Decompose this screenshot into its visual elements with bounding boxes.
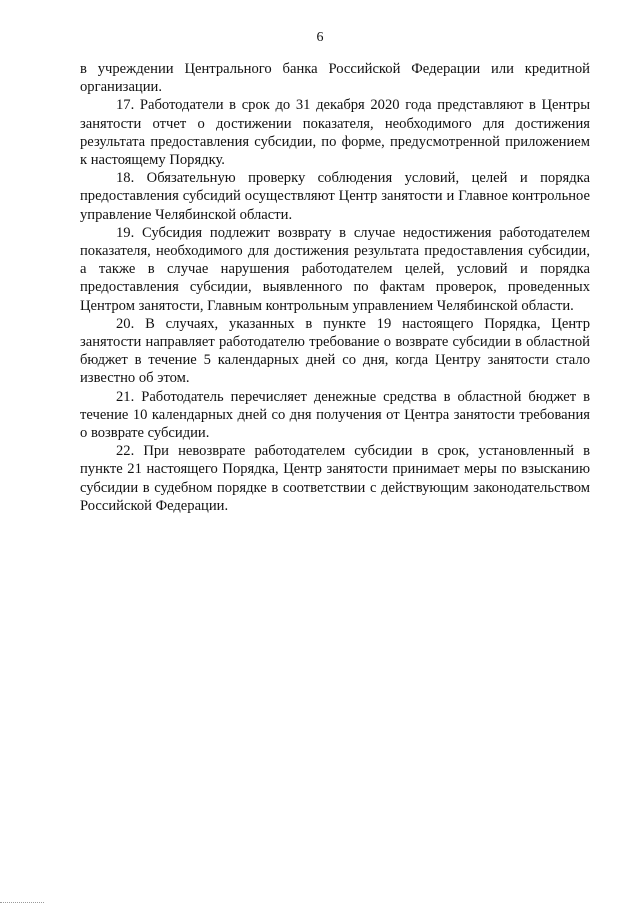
paragraph-19: 19. Субсидия подлежит возврату в случае недостижения работодателем показателя, необходимого для достижения результата предоставления субсидии, а также в случае нарушения работодателем целей, условий и порядка предоставления субсидии, выявленного по фактам проверок, проведенных Центром занятости, Главным контрольным управлением Челябинской области. [80, 224, 590, 314]
paragraph-21: 21. Работодатель перечисляет денежные средства в областной бюджет в течение 10 календарных дней со дня получения от Центра занятости требования о возврате субсидии. [80, 388, 590, 442]
paragraph-20: 20. В случаях, указанных в пункте 19 настоящего Порядка, Центр занятости направляет работодателю требование о возврате субсидии в областной бюджет в течение 5 календарных дней со дня, когда Центру занятости стало известно об этом. [80, 315, 590, 387]
page-number: 6 [316, 30, 324, 45]
paragraph-18: 18. Обязательную проверку соблюдения условий, целей и порядка предоставления субсидий осуществляют Центр занятости и Главное контрольное управление Челябинской области. [80, 170, 590, 223]
scan-artifact-mark [0, 900, 44, 903]
paragraph-17: 17. Работодатели в срок до 31 декабря 2020 года представляют в Центры занятости отчет о достижении показателя, необходимого для достижения результата предоставления субсидии, по форме, предусмотренной приложением к настоящему Порядку. [80, 97, 590, 169]
document-body [80, 60, 590, 515]
paragraph-22: 22. При невозврате работодателем субсидии в срок, установленный в пункте 21 настоящего Порядка, Центр занятости принимает меры по взысканию субсидии в судебном порядке в соответствии с действующим законодательством Российской Федерации. [80, 443, 590, 514]
paragraph-continuation: в учреждении Центрального банка Российской Федерации или кредитной организации. [80, 61, 590, 96]
